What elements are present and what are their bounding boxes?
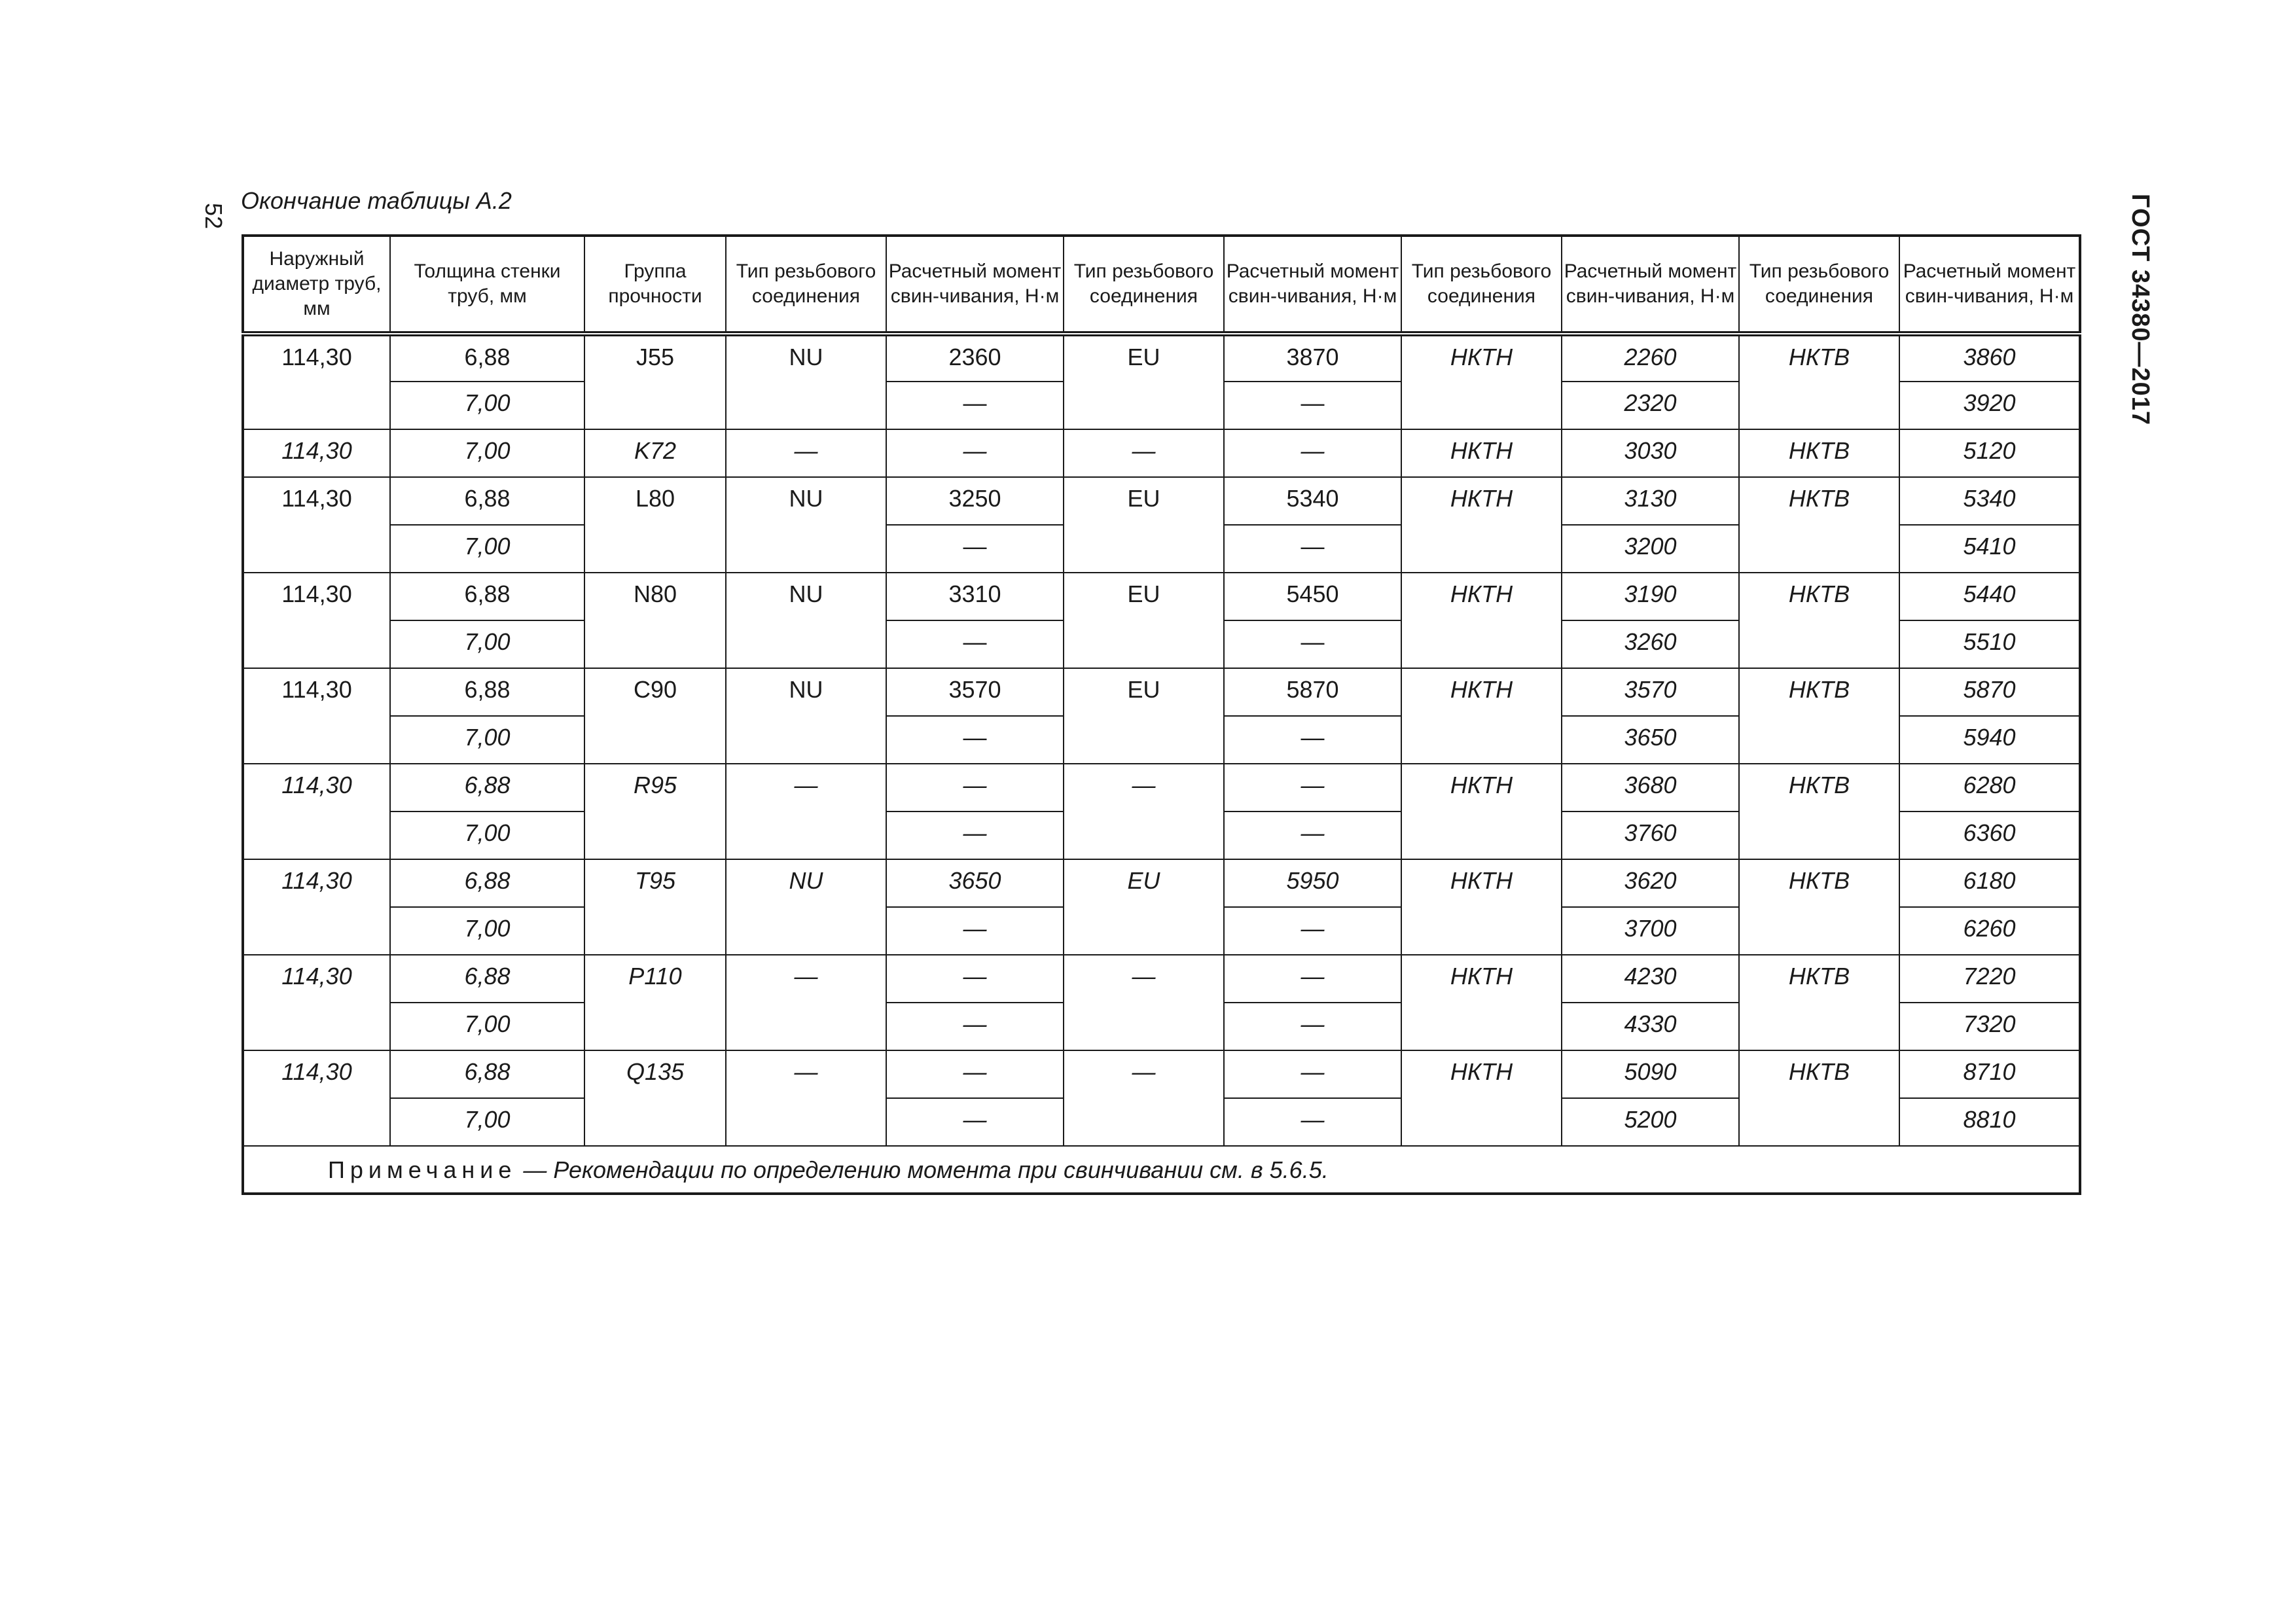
torque-cell: 3920 — [1899, 382, 2080, 429]
connection-type-cell: NU — [726, 334, 886, 429]
column-header: Расчетный момент свин-чивания, Н·м — [1224, 236, 1401, 334]
connection-type-cell: НКТВ — [1739, 955, 1899, 1050]
table-caption: Окончание таблицы А.2 — [241, 187, 512, 214]
table-row — [243, 859, 2080, 907]
connection-type-cell: — — [726, 764, 886, 859]
connection-type-cell: НКТН — [1401, 764, 1562, 859]
table-row — [243, 573, 2080, 620]
wall-thickness-cell: 7,00 — [390, 1098, 584, 1146]
connection-type-cell: NU — [726, 573, 886, 668]
torque-cell: 3860 — [1899, 334, 2080, 382]
document-code: ГОСТ 34380—2017 — [2126, 194, 2154, 426]
wall-thickness-cell: 7,00 — [390, 812, 584, 859]
diameter-cell: 114,30 — [243, 668, 390, 764]
connection-type-cell: НКТВ — [1739, 1050, 1899, 1146]
torque-cell: — — [886, 429, 1064, 477]
torque-cell: — — [886, 955, 1064, 1003]
torque-cell: 3760 — [1562, 812, 1739, 859]
column-header: Тип резьбового соединения — [1401, 236, 1562, 334]
torque-cell: — — [1224, 907, 1401, 955]
table-header-row — [243, 236, 2080, 334]
connection-type-cell: — — [1064, 955, 1224, 1050]
torque-cell: 7220 — [1899, 955, 2080, 1003]
strength-grade-cell: P110 — [584, 955, 726, 1050]
torque-cell: 5870 — [1899, 668, 2080, 716]
torque-cell: 5870 — [1224, 668, 1401, 716]
connection-type-cell: НКТВ — [1739, 334, 1899, 429]
connection-type-cell: НКТН — [1401, 573, 1562, 668]
torque-cell: — — [1224, 955, 1401, 1003]
torque-cell: — — [886, 1098, 1064, 1146]
torque-cell: 5340 — [1899, 477, 2080, 525]
wall-thickness-cell: 6,88 — [390, 668, 584, 716]
strength-grade-cell: R95 — [584, 764, 726, 859]
torque-cell: 5510 — [1899, 620, 2080, 668]
connection-type-cell: НКТН — [1401, 477, 1562, 573]
torque-cell: — — [886, 907, 1064, 955]
torque-cell: 2320 — [1562, 382, 1739, 429]
note-text: — Рекомендации по определению момента при свинчивании см. в 5.6.5. — [516, 1156, 1329, 1183]
torque-cell: 7320 — [1899, 1003, 2080, 1050]
torque-cell: — — [1224, 1098, 1401, 1146]
torque-cell: 3130 — [1562, 477, 1739, 525]
connection-type-cell: НКТН — [1401, 429, 1562, 477]
torque-cell: 5090 — [1562, 1050, 1739, 1098]
torque-cell: 5200 — [1562, 1098, 1739, 1146]
torque-cell: 5120 — [1899, 429, 2080, 477]
torque-cell: 6260 — [1899, 907, 2080, 955]
wall-thickness-cell: 6,88 — [390, 955, 584, 1003]
connection-type-cell: EU — [1064, 859, 1224, 955]
torque-cell: — — [1224, 764, 1401, 812]
connection-type-cell: НКТВ — [1739, 429, 1899, 477]
connection-type-cell: НКТВ — [1739, 764, 1899, 859]
wall-thickness-cell: 6,88 — [390, 1050, 584, 1098]
column-header: Тип резьбового соединения — [1064, 236, 1224, 334]
wall-thickness-cell: 6,88 — [390, 334, 584, 382]
torque-cell: — — [886, 382, 1064, 429]
table-note — [243, 1146, 2080, 1194]
wall-thickness-cell: 7,00 — [390, 1003, 584, 1050]
column-header: Расчетный момент свин-чивания, Н·м — [1562, 236, 1739, 334]
strength-grade-cell: Q135 — [584, 1050, 726, 1146]
torque-cell: 2360 — [886, 334, 1064, 382]
connection-type-cell: — — [726, 1050, 886, 1146]
connection-type-cell: — — [1064, 1050, 1224, 1146]
torque-cell: — — [886, 764, 1064, 812]
table-row — [243, 668, 2080, 716]
connection-type-cell: НКТН — [1401, 1050, 1562, 1146]
table-row — [243, 429, 2080, 477]
connection-type-cell: НКТН — [1401, 668, 1562, 764]
connection-type-cell: EU — [1064, 334, 1224, 429]
diameter-cell: 114,30 — [243, 429, 390, 477]
column-header: Тип резьбового соединения — [726, 236, 886, 334]
wall-thickness-cell: 7,00 — [390, 907, 584, 955]
strength-grade-cell: N80 — [584, 573, 726, 668]
torque-cell: 8710 — [1899, 1050, 2080, 1098]
diameter-cell: 114,30 — [243, 573, 390, 668]
torque-cell: 5440 — [1899, 573, 2080, 620]
connection-type-cell: НКТВ — [1739, 477, 1899, 573]
torque-cell: 3570 — [1562, 668, 1739, 716]
column-header: Толщина стенки труб, мм — [390, 236, 584, 334]
torque-cell: 3620 — [1562, 859, 1739, 907]
connection-type-cell: EU — [1064, 668, 1224, 764]
diameter-cell: 114,30 — [243, 955, 390, 1050]
torque-cell: 5940 — [1899, 716, 2080, 764]
connection-type-cell: НКТВ — [1739, 668, 1899, 764]
torque-cell: — — [886, 716, 1064, 764]
torque-cell: — — [1224, 382, 1401, 429]
table-row — [243, 764, 2080, 812]
torque-cell: 3700 — [1562, 907, 1739, 955]
torque-cell: 6280 — [1899, 764, 2080, 812]
torque-cell: 3030 — [1562, 429, 1739, 477]
strength-grade-cell: C90 — [584, 668, 726, 764]
torque-cell: — — [886, 1050, 1064, 1098]
column-header: Расчетный момент свин-чивания, Н·м — [1899, 236, 2080, 334]
column-header: Наружный диаметр труб, мм — [243, 236, 390, 334]
wall-thickness-cell: 6,88 — [390, 764, 584, 812]
torque-cell: 8810 — [1899, 1098, 2080, 1146]
strength-grade-cell: J55 — [584, 334, 726, 429]
connection-type-cell: NU — [726, 477, 886, 573]
torque-cell: 3310 — [886, 573, 1064, 620]
torque-cell: 3260 — [1562, 620, 1739, 668]
wall-thickness-cell: 6,88 — [390, 573, 584, 620]
table-row — [243, 955, 2080, 1003]
diameter-cell: 114,30 — [243, 859, 390, 955]
torque-cell: — — [1224, 1003, 1401, 1050]
wall-thickness-cell: 6,88 — [390, 859, 584, 907]
strength-grade-cell: L80 — [584, 477, 726, 573]
torque-cell: — — [886, 525, 1064, 573]
diameter-cell: 114,30 — [243, 334, 390, 429]
torque-cell: 3250 — [886, 477, 1064, 525]
table-row — [243, 334, 2080, 382]
page-number: 52 — [200, 202, 227, 230]
torque-cell: 3570 — [886, 668, 1064, 716]
column-header: Группа прочности — [584, 236, 726, 334]
torque-cell: 3680 — [1562, 764, 1739, 812]
torque-cell: 3190 — [1562, 573, 1739, 620]
connection-type-cell: НКТВ — [1739, 573, 1899, 668]
wall-thickness-cell: 7,00 — [390, 382, 584, 429]
torque-cell: — — [886, 812, 1064, 859]
torque-cell: 3200 — [1562, 525, 1739, 573]
column-header: Тип резьбового соединения — [1739, 236, 1899, 334]
wall-thickness-cell: 7,00 — [390, 525, 584, 573]
torque-cell: 6360 — [1899, 812, 2080, 859]
wall-thickness-cell: 6,88 — [390, 477, 584, 525]
connection-type-cell: — — [1064, 764, 1224, 859]
torque-table — [242, 234, 2081, 1195]
diameter-cell: 114,30 — [243, 477, 390, 573]
torque-cell: — — [1224, 716, 1401, 764]
connection-type-cell: EU — [1064, 573, 1224, 668]
torque-cell: 3870 — [1224, 334, 1401, 382]
torque-cell: 2260 — [1562, 334, 1739, 382]
connection-type-cell: NU — [726, 859, 886, 955]
connection-type-cell: EU — [1064, 477, 1224, 573]
torque-cell: 5950 — [1224, 859, 1401, 907]
torque-cell: 5410 — [1899, 525, 2080, 573]
table-row — [243, 1050, 2080, 1098]
wall-thickness-cell: 7,00 — [390, 716, 584, 764]
note-label: Примечание — [328, 1156, 517, 1183]
torque-cell: 3650 — [886, 859, 1064, 907]
wall-thickness-cell: 7,00 — [390, 429, 584, 477]
torque-cell: 5340 — [1224, 477, 1401, 525]
connection-type-cell: НКТВ — [1739, 859, 1899, 955]
wall-thickness-cell: 7,00 — [390, 620, 584, 668]
column-header: Расчетный момент свин-чивания, Н·м — [886, 236, 1064, 334]
torque-cell: — — [1224, 429, 1401, 477]
connection-type-cell: — — [726, 429, 886, 477]
torque-cell: — — [886, 620, 1064, 668]
torque-cell: — — [1224, 525, 1401, 573]
connection-type-cell: НКТН — [1401, 955, 1562, 1050]
connection-type-cell: — — [1064, 429, 1224, 477]
torque-cell: — — [1224, 1050, 1401, 1098]
diameter-cell: 114,30 — [243, 1050, 390, 1146]
torque-cell: 6180 — [1899, 859, 2080, 907]
strength-grade-cell: T95 — [584, 859, 726, 955]
connection-type-cell: НКТН — [1401, 334, 1562, 429]
torque-cell: 5450 — [1224, 573, 1401, 620]
torque-cell: 4330 — [1562, 1003, 1739, 1050]
torque-cell: 4230 — [1562, 955, 1739, 1003]
torque-cell: — — [1224, 620, 1401, 668]
strength-grade-cell: K72 — [584, 429, 726, 477]
connection-type-cell: NU — [726, 668, 886, 764]
torque-cell: 3650 — [1562, 716, 1739, 764]
connection-type-cell: НКТН — [1401, 859, 1562, 955]
torque-cell: — — [1224, 812, 1401, 859]
diameter-cell: 114,30 — [243, 764, 390, 859]
table-row — [243, 477, 2080, 525]
note-row — [243, 1146, 2080, 1194]
connection-type-cell: — — [726, 955, 886, 1050]
torque-cell: — — [886, 1003, 1064, 1050]
